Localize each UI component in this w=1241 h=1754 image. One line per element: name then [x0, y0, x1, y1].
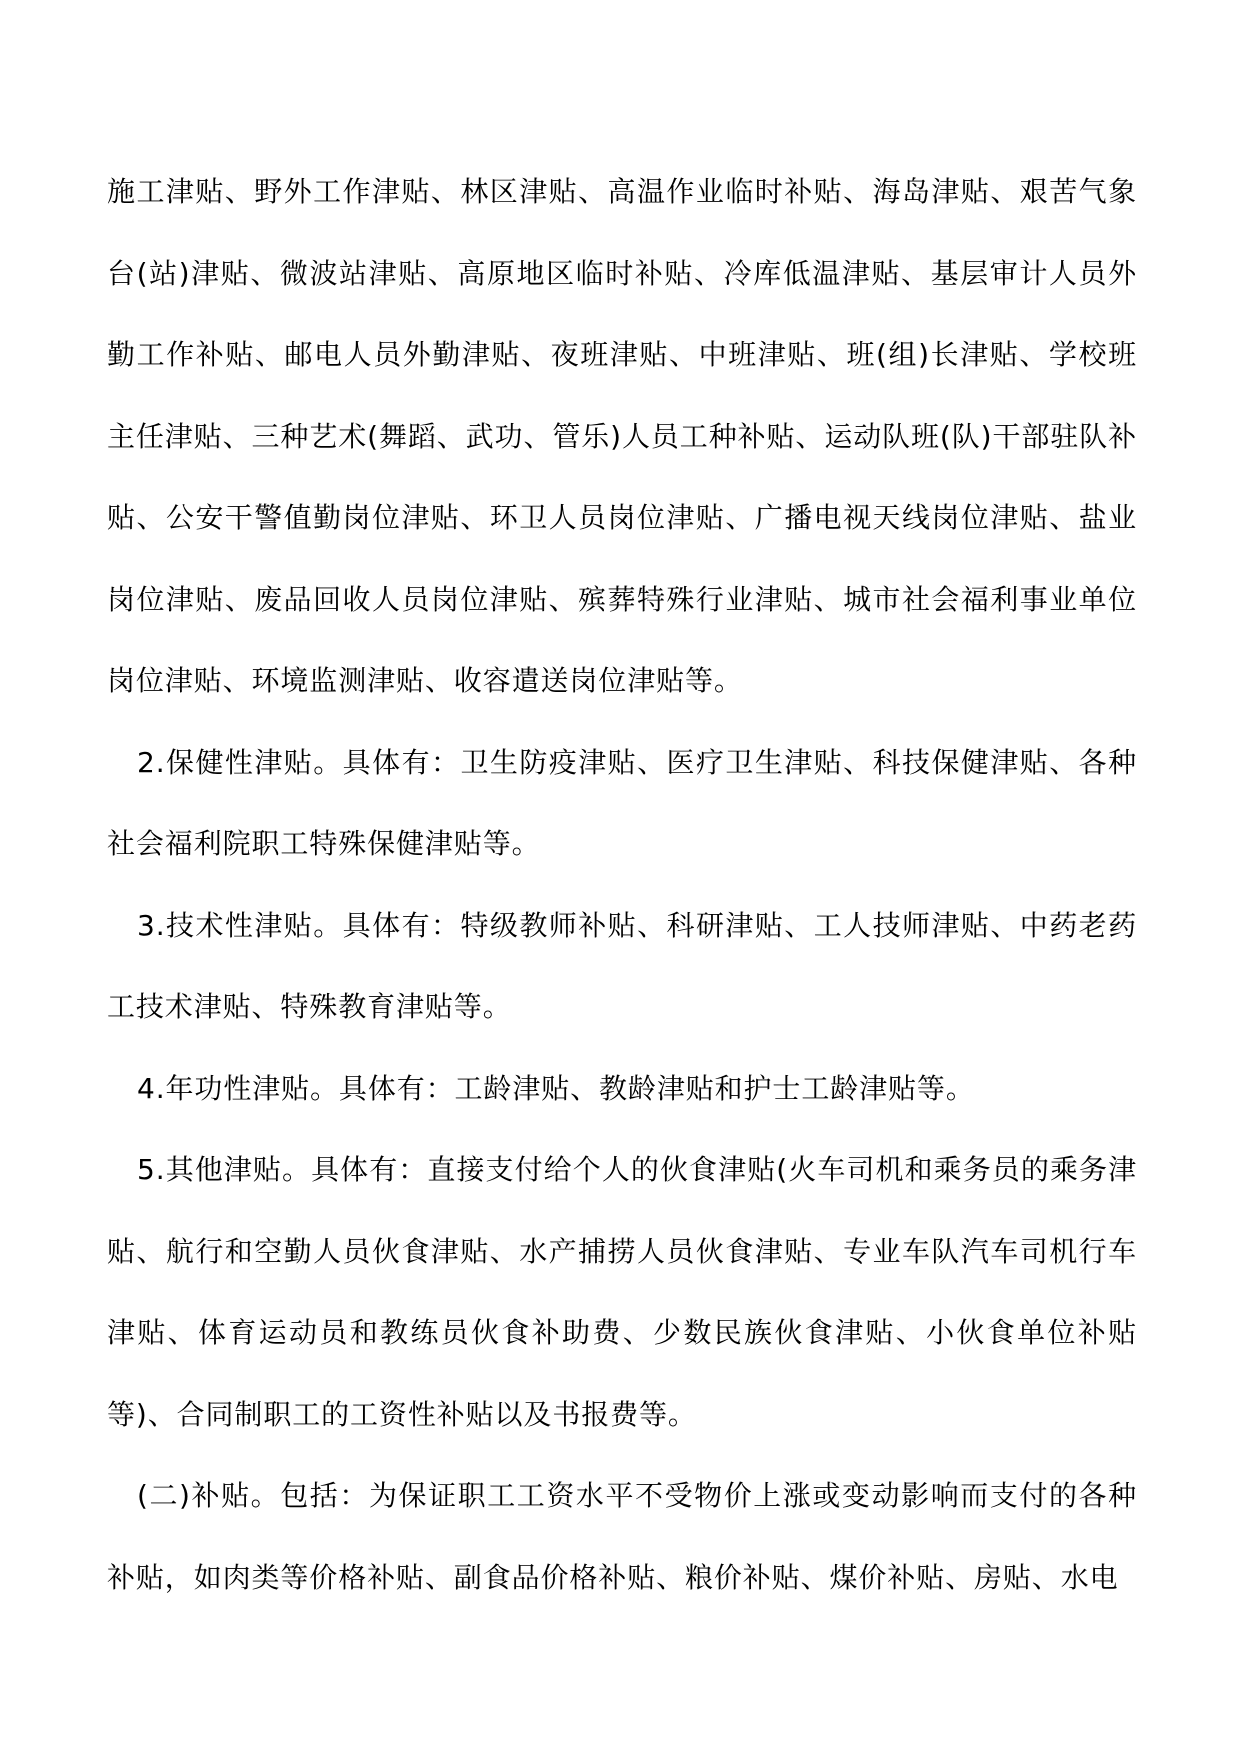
paragraph-shift-allowances: 施工津贴、野外工作津贴、林区津贴、高温作业临时补贴、海岛津贴、艰苦气象台(站)津贴、微波站津贴、高原地区临时补贴、冷库低温津贴、基层审计人员外勤工作补贴、邮电人员外勤津贴、夜班津贴、中班津贴、班(组)长津贴、学校班主任津贴、三种艺术(舞蹈、武功、管乐)人员工种补贴、运动队班(队)干部驻队补贴、公安干警值勤岗位津贴、环卫人员岗位津贴、广播电视天线岗位津贴、盐业岗位津贴、废品回收人员岗位津贴、殡葬特殊行业津贴、城市社会福利事业单位岗位津贴、环境监测津贴、收容遣送岗位津贴等。: [107, 175, 1137, 697]
document-body: [107, 151, 1137, 1618]
paragraph-subsidies: (二)补贴。包括：为保证职工工资水平不受物价上涨或变动影响而支付的各种补贴，如肉类等价格补贴、副食品价格补贴、粮价补贴、煤价补贴、房贴、水电: [107, 1479, 1137, 1594]
paragraph-seniority-allowances: 4.年功性津贴。具体有：工龄津贴、教龄津贴和护士工龄津贴等。: [137, 1071, 975, 1105]
paragraph-technical-allowances: 3.技术性津贴。具体有：特级教师补贴、科研津贴、工人技师津贴、中药老药工技术津贴、特殊教育津贴等。: [107, 908, 1137, 1023]
paragraph-health-allowances: 2.保健性津贴。具体有：卫生防疫津贴、医疗卫生津贴、科技保健津贴、各种社会福利院职工特殊保健津贴等。: [107, 745, 1137, 860]
paragraph-other-allowances: 5.其他津贴。具体有：直接支付给个人的伙食津贴(火车司机和乘务员的乘务津贴、航行和空勤人员伙食津贴、水产捕捞人员伙食津贴、专业车队汽车司机行车津贴、体育运动员和教练员伙食补助费、少数民族伙食津贴、小伙食单位补贴等)、合同制职工的工资性补贴以及书报费等。: [107, 1153, 1137, 1431]
